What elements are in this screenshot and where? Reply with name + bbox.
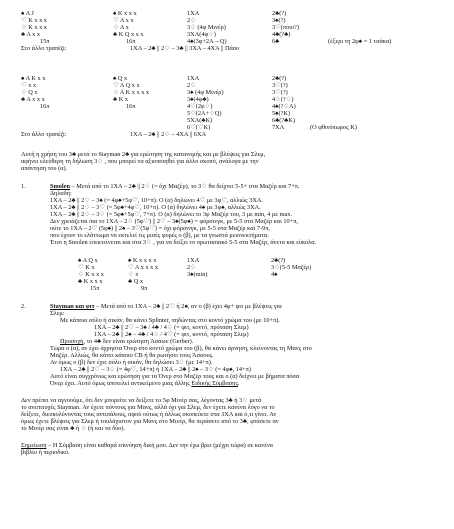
- cell: ♣ A x x: [21, 31, 41, 38]
- cell: 16π: [126, 38, 136, 45]
- cell: 7XA: [272, 124, 285, 131]
- text-line: Μαζέρ. Αλλιώς, θα κάνει κάποιο CB ή θα ρωτήσει τους Άσσους.: [50, 352, 214, 359]
- text-line: Δηλαδή:: [50, 190, 72, 197]
- cell: 3♠(4φ♣): [187, 96, 209, 103]
- cell: 3♡(?): [272, 89, 288, 96]
- section-number: 2.: [21, 303, 26, 310]
- text-line: Έτσι η Smolen επεκτείνεται και στα 3♢ , για να δείξει το πρωτασιακό 5-5 στα Μαζέρ, άνετα και εύκολα.: [50, 239, 317, 246]
- section-number: 1.: [21, 183, 26, 190]
- text-line: Δεν πρέπει να αγνοούμε, ότι δεν μπορείτε να δείξετε το 5φ Μινέρ σας, λέγοντας 3♣ ή 3♢ μετά: [21, 397, 262, 404]
- other-table-auction: 1XA – 2♣ || 2♢ – 4XA || 6XA: [130, 131, 207, 138]
- note-label: Σημείωση: [21, 442, 47, 449]
- text-line: το ανεπιτυχές Stayman. Αν έχετε πόντους για Μανς, αλλά όχι για Σλεμ, δεν έχετε κανένα λόγο να το: [21, 404, 275, 411]
- cell: 5XA(♣K): [187, 117, 213, 124]
- text-line: ούτε το 1XA – 2♡ (5φ♠) || 2♠ – 3♡(5φ♡) = όχι φόρσινγκ, με 5-5 στα Μαζέρ και 7-9π,: [50, 225, 270, 232]
- bid-line: 1XA – 2♣ || 2♢ – 3♠ (= 4φ♠+5φ♡, 10+π). Ο (α) δηλώνει 4♡ με 3φ♡, αλλιώς 3XA.: [50, 197, 264, 204]
- cell: ♡ A x x: [113, 17, 134, 24]
- convention-link[interactable]: Ειδικής Σύμβασης: [191, 380, 238, 387]
- text-line: που έχουν το ελάττωμα να εκτελεί τις μισές φορές ο (β), με τα γνωστά μειονεκτήματα.: [50, 232, 269, 239]
- cell: ♠ K x x x x: [128, 257, 157, 264]
- text-line: δείξετε, διευκολύνοντας τους αντιπάλους, αφού ούτως ή άλλως σκοπεύετε στα 3XA και ό,τι γίνει. Αν: [21, 411, 277, 418]
- cell: ♢ K x x x: [21, 24, 47, 31]
- section-heading: [50, 303, 282, 310]
- cell: 2♣(?): [271, 257, 286, 264]
- cell: ♢ A K x x x x: [113, 89, 150, 96]
- cell: 4♠: [271, 271, 278, 278]
- cell: 16π: [40, 103, 50, 110]
- cell: 1XA: [187, 10, 200, 17]
- bid-line: 1XA – 2♣ || 2♢ – 3♢ (= 5φ♠+5φ♡, 7+π). Ο (α) δηλώνει το 3φ Μαζέρ του, 3 με min, 4 με max.: [50, 211, 293, 218]
- cell: 5♡(2A+♢Q): [187, 110, 222, 117]
- cell: 9π: [141, 285, 148, 292]
- cell: ♡ A x x x x: [128, 264, 158, 271]
- cell: ♠ Q x: [113, 75, 128, 82]
- cell: 2♣(?): [272, 75, 287, 82]
- section-title: Stayman και φιτ: [50, 303, 95, 310]
- cell: 3♠ (4φ Μινέρ): [187, 89, 224, 96]
- cell: 4♢(?♢): [272, 96, 294, 103]
- cell: ♣ K x: [113, 96, 128, 103]
- section-lead: – Μετά από το 1XA – 2♣ || 2♢ (= όχι Μαζέρ), το 3♢ θα δείχνει 5-5+ στα Μαζέρ και 7+π.: [69, 183, 300, 190]
- cell: 3XA(4φ♢): [187, 31, 216, 38]
- note-text: – Η Σύμβαση είναι καθαρά επινόηση δική μου. Δεν την έχω βρει (μέχρι τώρα) σε κανένα: [46, 442, 273, 449]
- bid-line: 1XA – 2♣ || 2♢ – 3♡ (= 5φ♠+4φ♡, 10+π). Ο (α) δηλώνει 4♠ με 3φ♠, αλλιώς 3XA.: [50, 204, 261, 211]
- cell: ♡ A Q x x: [113, 82, 140, 89]
- cell: ♢ x: [128, 271, 139, 278]
- text-line: Δεν χρειάζεται πια το 1XA – 2♢ (5φ♡) || 2♡ – 3♠(5φ♠) = φόρσινγκ, με 5-5 στα Μαζέρ και 10+π,: [50, 218, 298, 225]
- note-line: [21, 442, 273, 449]
- cell: 3♢ (4φ Μινέρ): [187, 24, 226, 31]
- text-line: [50, 380, 240, 387]
- cell: ♠ A J: [21, 10, 34, 17]
- text-line: Σλεμ:: [50, 310, 65, 317]
- warning-text: , το 4♣ δεν είναι ερώτηση Άσσων (Gerber).: [83, 338, 194, 345]
- cell: ♣ K Q x x x: [113, 31, 144, 38]
- cell: 16π: [126, 103, 136, 110]
- text-line: Με κάποιο σόλο ή σικάν, θα κάνει Splinter, πηδώντας στο κοντό χρώμα του (με 10+π).: [60, 317, 280, 324]
- text-span: .: [237, 380, 240, 387]
- cell: 2♢: [187, 82, 196, 89]
- section-heading: [50, 183, 300, 190]
- cell: 15π: [40, 38, 50, 45]
- cell: ♠ K x x x: [113, 10, 137, 17]
- cell: 2♢: [187, 17, 196, 24]
- cell: 5♠(?K): [272, 110, 291, 117]
- cell: 3♡(ποιο?): [272, 24, 299, 31]
- cell: 4♠(3φ+2A→Q): [187, 38, 227, 45]
- cell: ♡ K x x x: [21, 17, 47, 24]
- cell: ♠ A K x x: [21, 75, 46, 82]
- text-line: Αυτό είναι συγχρόνως και ερώτηση για τα Όνερ στο Μαζέρ τους και ο (α) δείχνει με βήματα πόσα: [50, 373, 300, 380]
- text-line: αφήνει ελεύθερη τη δήλωση 3♢ , που μπορεί να αξιοποιηθεί για άλλο σκοπό, ανάλογα με την: [21, 158, 259, 165]
- cell: 1XA: [187, 75, 200, 82]
- note-line: βιβλίο ή περιοδικό.: [21, 449, 70, 456]
- cell: 6♡(♡K): [187, 124, 211, 131]
- hand-aside: (Ο φθινόπωρος Κ): [310, 124, 357, 131]
- cell: ♡ x x: [21, 82, 37, 89]
- cell: 6♣(?♣K): [272, 117, 295, 124]
- cell: ♡ K x: [78, 264, 95, 271]
- other-table-label: Στο άλλο τραπέζι:: [21, 131, 67, 138]
- cell: 3♠(?): [272, 17, 286, 24]
- bid-line: 1XA – 2♣ || 2♠ – 4♣ / 4♢ / 4♡ (= φιτ, κοντό, πρόταση Σλεμ): [94, 331, 249, 338]
- warning-label: Προσοχή: [60, 338, 84, 345]
- text-span: Όνερ έχει. Αυτό όμως αποτελεί αντικείμενο μιας άλλης: [50, 380, 192, 387]
- cell: 2♣(?): [272, 10, 287, 17]
- cell: 4♠(?♢A): [272, 103, 296, 110]
- text-line: Αν όμως ο (β) δεν έχει σόλο ή σικάν, θα δηλώσει 3♢ (με 14+π).: [50, 359, 213, 366]
- warning-line: [60, 338, 193, 345]
- cell: 3♠(min): [187, 271, 208, 278]
- bid-line: 1XA – 2♣ || 2♡ – 3♠ / 4♣ / 4♢ (= φιτ, κοντό, πρόταση Σλεμ): [94, 324, 249, 331]
- cell: 6♣: [272, 38, 280, 45]
- section-lead: – Μετά από το 1XA – 2♣ || 2♡ ή 2♠, αν ο (β) έχει 4φ+ φιτ με βλέψεις για: [94, 303, 282, 310]
- cell: ♢ Q x: [21, 89, 38, 96]
- cell: 4♣(?♣): [272, 31, 291, 38]
- text-line: Αυτή η χρήση του 3♣ μετά το Stayman 2♣ για ερώτηση της κατανομής και με βλέψεις για Σλεμ,: [21, 151, 266, 158]
- text-line: απάντηση του (α).: [21, 165, 68, 172]
- cell: 15π: [90, 285, 100, 292]
- cell: ♣ K x x x: [78, 278, 103, 285]
- text-line: το Μινέρ σας είναι ♣ ή ♢ (ή και τα δύο).: [21, 425, 126, 432]
- cell: 2♢: [187, 264, 196, 271]
- bid-line: 1XA – 2♣ || 2♡ – 3♢ (= 4φ♡, 14+π) ή 1XA – 2♣ || 2♠ – 3♢ (= 4φ♠, 14+π): [60, 366, 251, 373]
- other-table-label: Στο άλλο τραπέζι:: [21, 45, 67, 52]
- text-line: όμως έχετε βλέψεις για Σλεμ ή τουλάχιστον για Μανς στο Μινέρ, θα περάσετε από το 3♣, φτάσετε αν: [21, 418, 279, 425]
- section-title: Smolen: [50, 183, 70, 190]
- other-table-auction: 1XA – 2♣ || 2♢ – 3♣ || 3XA – 4XA || Πάσο: [130, 45, 240, 52]
- cell: 3♡(?): [272, 82, 288, 89]
- cell: ♢ A x: [113, 24, 129, 31]
- cell: ♢ K x x x: [78, 271, 104, 278]
- cell: 3♢(5-5 Μαζέρ): [271, 264, 312, 271]
- cell: ♣ A x x x: [21, 96, 45, 103]
- cell: ♠ A Q x: [78, 257, 98, 264]
- text-line: Τώρα ο (α), αν έχει άχρηστα Όνερ στο κοντό χρώμα του (β), θα κάνει άρνηση, κλείνοντας τη Μανς στο: [50, 345, 312, 352]
- cell: ♣ Q x: [128, 278, 143, 285]
- cell: 4♡(2φ♢): [187, 103, 213, 110]
- hand-note: (έξερι τη 2φ♠ = 1 τσάκα): [328, 38, 392, 45]
- cell: 1XA: [187, 257, 200, 264]
